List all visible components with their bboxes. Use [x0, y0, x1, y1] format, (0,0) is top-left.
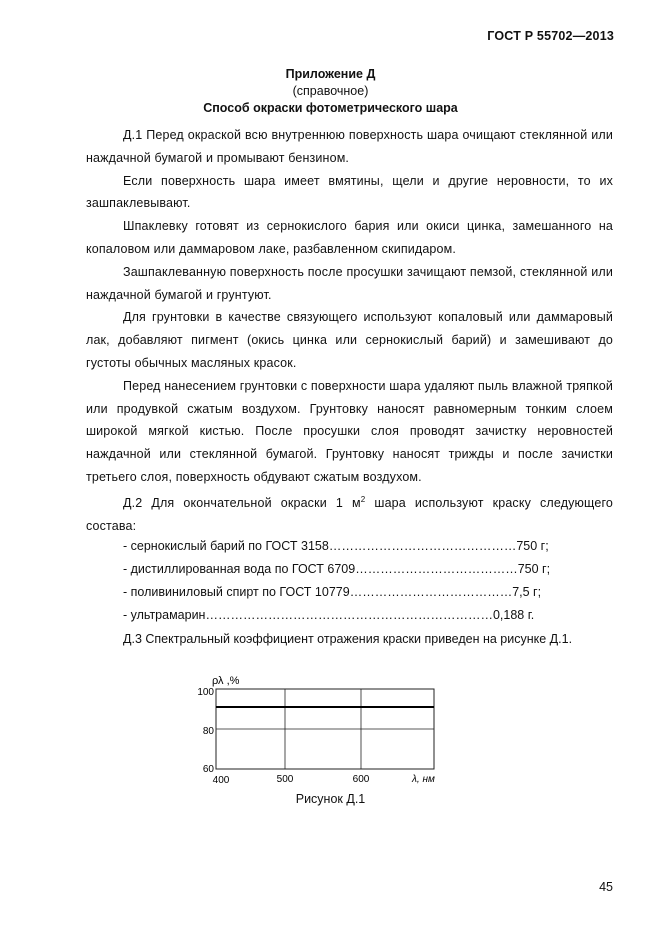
x-tick-400: 400 — [212, 775, 230, 786]
paragraph-d3: Д.3 Спектральный коэффициент отражения краски приведен на рисунке Д.1. — [123, 632, 573, 646]
paragraph: Для грунтовки в качестве связующего используют копаловый или даммаровый лак, добавляют пигмент (окись цинка или сернокислый барий) и замешивают до густоты обычных масляных красок. — [86, 310, 613, 370]
appendix-heading: Способ окраски фотометрического шара — [203, 101, 458, 115]
y-axis-label: ρλ ,% — [212, 675, 240, 687]
composition-name: - поливиниловый спирт по ГОСТ 10779 — [123, 585, 350, 599]
appendix-subtitle: (справочное) — [292, 84, 369, 98]
paragraph: Зашпаклеванную поверхность после просушки зачищают пемзой, стеклянной или наждачной бумагой и грунтуют. — [86, 264, 613, 302]
composition-name: - ультрамарин — [123, 608, 206, 622]
paragraph: Если поверхность шара имеет вмятины, щели и другие неровности, то их зашпаклевывают. — [86, 173, 613, 211]
page-number: 45 — [599, 880, 613, 894]
chart-plot-area — [216, 689, 434, 769]
composition-name: - дистиллированная вода по ГОСТ 6709 — [123, 562, 356, 576]
composition-item — [123, 608, 534, 622]
d2-text-start: Д.2 Для окончательной окраски 1 м — [123, 495, 361, 510]
x-tick-600: 600 — [352, 774, 370, 785]
paragraph: Перед нанесением грунтовки с поверхности шара удаляют пыль влажной тряпкой или продувкой сжатым воздухом. Грунтовку наносят равномерным тонким слоем широкой мягкой кистью. После просушки слоя проводят зачистку неровностей наждачной или стеклянной бумагой. Грунтовку наносят трижды и после зачистки третьего слоя, поверхность обдувают сжатым воздухом. — [86, 378, 613, 484]
reflectance-chart — [190, 668, 450, 793]
d2-superscript: 2 — [360, 494, 366, 504]
composition-item — [123, 539, 549, 553]
paragraph-d1: Д.1 Перед окраской всю внутреннюю поверхность шара очищают стеклянной или наждачной бумагой и промывают бензином. — [86, 128, 613, 165]
composition-leader: ………………………………… — [349, 585, 513, 599]
y-tick-100: 100 — [197, 687, 214, 698]
composition-amount: 0,188 г. — [492, 608, 535, 622]
paragraph: Шпаклевку готовят из сернокислого бария или окиси цинка, замешанного на копаловом или даммаровом лаке, разбавленном скипидаром. — [86, 219, 613, 256]
paragraph-d2 — [86, 489, 613, 538]
document-body — [86, 124, 613, 538]
composition-item — [123, 562, 550, 576]
x-axis-label: λ, нм — [412, 774, 435, 785]
composition-amount: 7,5 г; — [512, 585, 542, 599]
composition-item — [123, 585, 541, 599]
composition-leader: …………………………………………………………… — [205, 608, 493, 622]
y-tick-60: 60 — [202, 764, 214, 775]
composition-amount: 750 г; — [517, 562, 551, 576]
composition-leader: ……………………………………… — [328, 539, 517, 553]
appendix-title: Приложение Д — [285, 67, 376, 81]
composition-amount: 750 г; — [516, 539, 549, 553]
y-tick-80: 80 — [202, 726, 214, 737]
composition-name: - сернокислый барий по ГОСТ 3158 — [123, 539, 329, 553]
d2-text-end: шара используют краску следующего состава: — [86, 495, 613, 533]
x-tick-500: 500 — [276, 774, 294, 785]
standard-header: ГОСТ Р 55702—2013 — [487, 29, 614, 43]
figure-caption: Рисунок Д.1 — [295, 792, 366, 806]
composition-leader: ………………………………… — [355, 562, 518, 576]
